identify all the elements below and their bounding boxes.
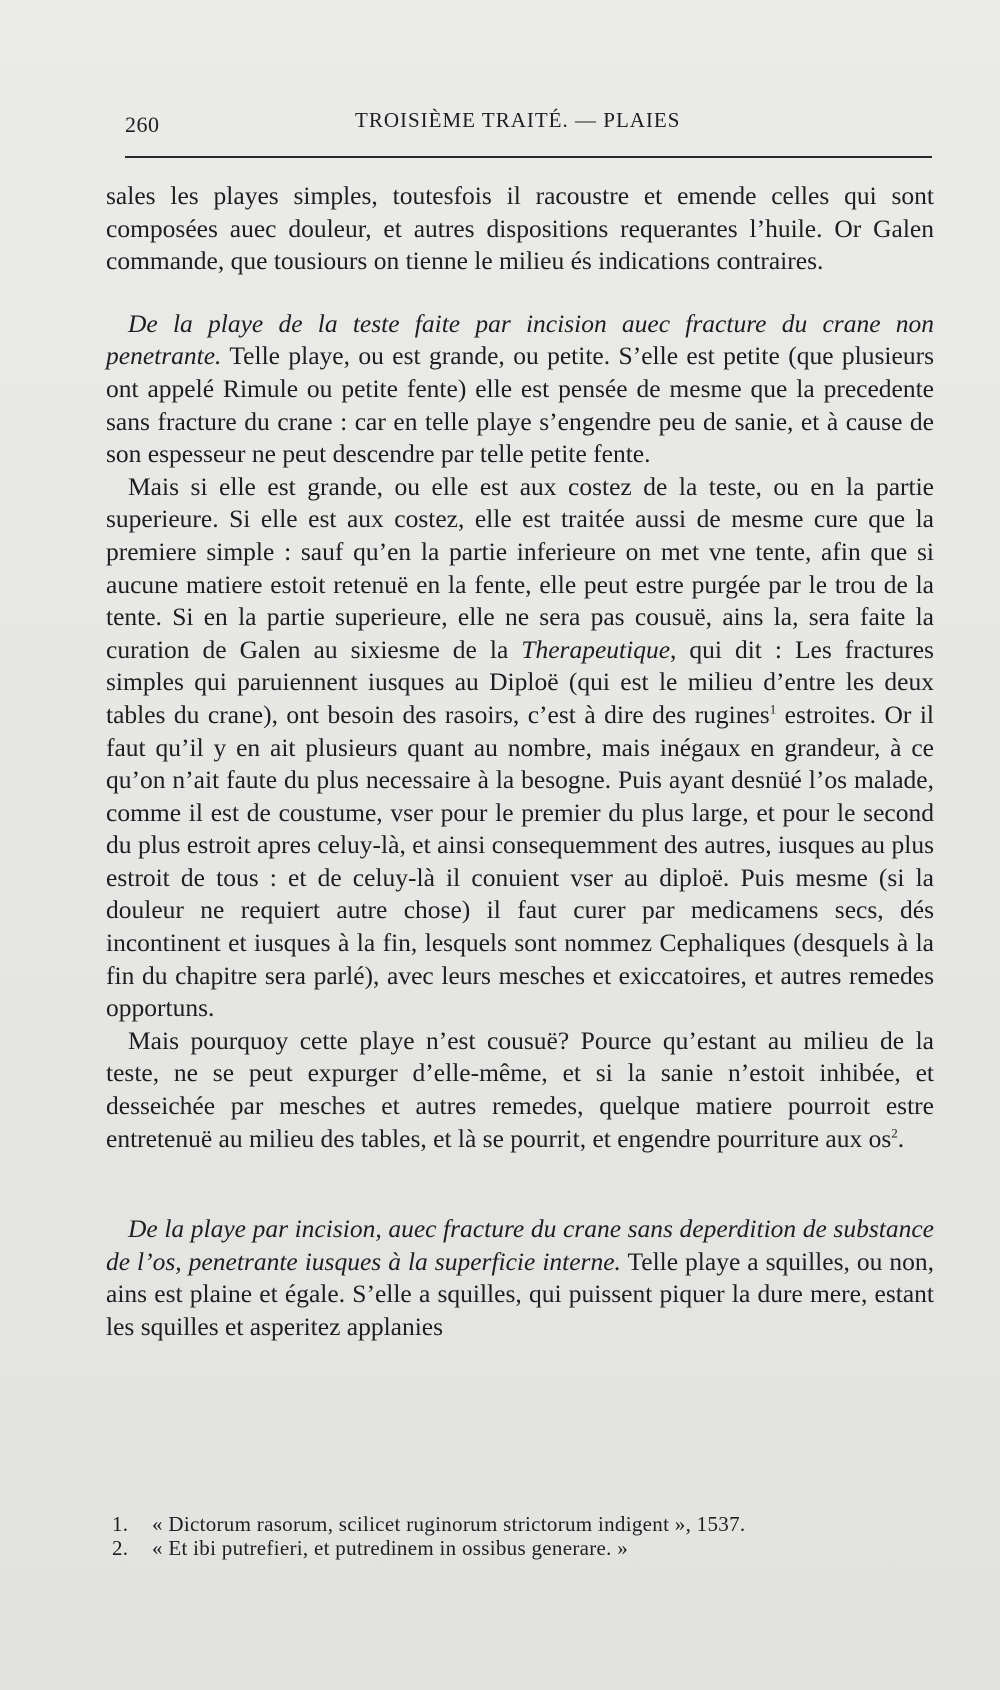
paragraph-2 (106, 308, 934, 471)
paragraph-3-text-a: Mais si elle est grande, ou elle est aux costez de la teste, ou en la partie superieure. Si elle est aux costez, elle est traitée aussi de mesme cure que la premiere simple : sauf qu’en la partie inferieure on met vne tente, afin que si aucune matiere estoit retenuë en la fente, elle peut estre purgée par le trou de la tente. Si en la partie superieure, elle ne sera pas cousuë, ains la, sera faite la curation de Galen au sixiesme de la (106, 471, 934, 664)
paragraph-2-text: Telle playe, ou est grande, ou petite. S’elle est petite (que plusieurs ont appelé Rimule ou petite fente) elle est pensée de mesme que la precedente sans fracture du crane : car en telle playe s’engendre peu de sanie, et à cause de son espesseur ne peut descendre par telle petite fente. (106, 341, 934, 469)
paragraph-1 (106, 180, 934, 278)
paragraph-4-text-a: Mais pourquoy cette playe n’est cousuë? Pource qu’estant au milieu de la teste, ne se peut expurger d’elle-même, et si la sanie n’estoit inhibée, et desseichée par mesches et autres remedes, quelque matiere pourroit estre entretenuë au milieu des tables, et là se pourrit, et engendre pourriture aux os (106, 1025, 934, 1153)
paragraph-4 (106, 1025, 934, 1155)
page-header (125, 108, 930, 148)
footnote-ref-1: 1 (769, 701, 777, 717)
book-title-therapeutique: Therapeutique (521, 634, 671, 664)
footnote-2 (112, 1536, 872, 1560)
paragraph-4-text-b: . (897, 1123, 905, 1153)
paragraph-1-text: sales les playes simples, toutesfois il racoustre et emende celles qui sont composées auec douleur, et autres dispositions requerantes l’huile. Or Galen commande, que tousiours on tienne le milieu és indications contraires. (106, 181, 934, 276)
header-rule (125, 156, 932, 158)
paragraph-3 (106, 471, 934, 1025)
section-heading-2: De la playe par incision, auec fracture du crane sans deperdition de substance de l’os, penetrante iusques à la superficie interne. (106, 1214, 934, 1276)
paragraph-5-text: Telle playe a squilles, ou non, ains est plaine et égale. S’elle a squilles, qui puissent piquer la dure mere, estant les squilles et asperitez applanies (106, 1246, 934, 1341)
footnote-1 (112, 1512, 872, 1536)
footnote-2-number: 2. (112, 1536, 129, 1560)
paragraph-5 (106, 1213, 934, 1343)
body-text (106, 180, 934, 1344)
footnote-2-text: « Et ibi putrefieri, et putredinem in ossibus generare. » (152, 1536, 629, 1560)
section-heading-1: De la playe de la teste faite par incision auec fracture du crane non penetrante. (106, 308, 934, 371)
paragraph-3-text-b: , qui dit : Les fractures simples qui paruiennent iusques au Diploë (qui est le milieu d’entre les deux tables du crane), ont besoin des rasoirs, c’est à dire des rugines (106, 634, 934, 729)
footnote-ref-2: 2 (891, 1125, 898, 1141)
paragraph-3-text-c: estroites. Or il faut qu’il y en ait plusieurs quant au nombre, mais inégaux en grandeur, à ce qu’on n’ait faute du plus necessaire à la besogne. Puis ayant desnüé l’os malade, comme il est de coustume, vser pour le premier du plus large, et pour le second du plus estroit apres celuy-là, et ainsi consequemment des autres, iusques au plus estroit de tous : et de celuy-là il conuient vser au diploë. Puis mesme (si la douleur ne requiert autre chose) il faut curer par medicamens secs, dés incontinent et iusques à la fin, lesquels sont nommez Cephaliques (desquels à la fin du chapitre sera parlé), avec leurs mesches et exiccatoires, et autres remedes opportuns. (106, 699, 934, 1023)
running-title: TROISIÈME TRAITÉ. — PLAIES (355, 108, 681, 132)
footnotes (112, 1512, 872, 1560)
footnote-1-text: « Dictorum rasorum, scilicet ruginorum strictorum indigent », 1537. (152, 1512, 746, 1536)
page-number: 260 (125, 112, 160, 137)
footnote-1-number: 1. (112, 1512, 129, 1536)
